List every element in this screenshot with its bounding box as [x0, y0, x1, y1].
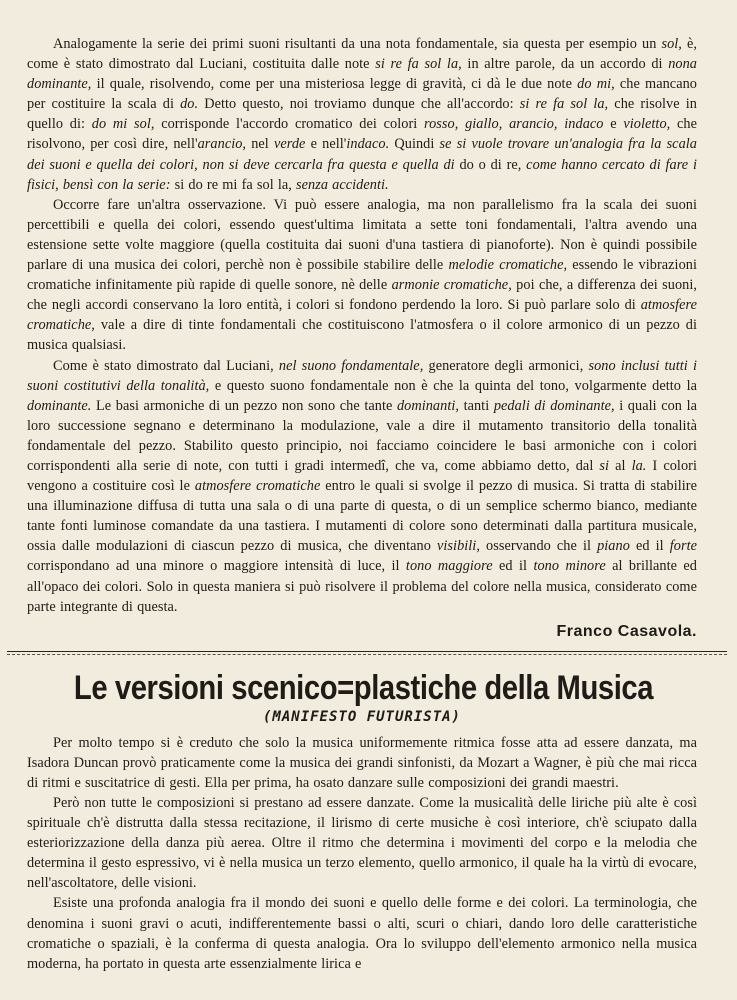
- italic-text: si re fa sol la,: [375, 56, 462, 73]
- text-run: al brillante ed all'opaco dei colori. Solo in questa maniera si può risolvere il problema del colore nella musica, considerato come parte integrante di questa.: [27, 558, 698, 615]
- text-run: entro le quali si svolge il pezzo di musica. Si tratta di stabilire una illuminazione diffusa di tutta una sala o di una parte di questa, o di un semplice schermo bianco, mediante tante fonti luminose comandate da una tastiera. I mutamenti di colore sono determinati dalla partitura musicale, ossia dalle modulazioni di ciascun pezzo di musica, che diventano: [27, 478, 697, 555]
- italic-text: se si vuole trovare un'analogia fra la scala dei suoni e quella dei colori, non si deve cercarla fra questa e quella di: [27, 136, 697, 173]
- italic-text: tono maggiore: [405, 558, 493, 575]
- italic-text: visibili,: [437, 538, 480, 555]
- text-run: al: [609, 457, 632, 474]
- text-run: che mancano per costituire la scala di: [27, 76, 697, 113]
- paragraph: [27, 356, 697, 617]
- paragraph: [27, 733, 697, 793]
- text-run: Occorre fare un'altra osservazione. Vi può essere analogia, ma non parallelismo fra la scala dei suoni percettibili e quella dei colori, essendo quest'ultima limitata a sette toni fondamentali, l'altra avendo una estensione sette volte maggiore (quella costituita dai suoni d'una tastiera di pianoforte). Non è quindi possibile parlare di una musica dei colori, perchè non è possibile stabilire delle: [27, 196, 697, 274]
- text-run: Per molto tempo si è creduto che solo la musica uniformemente ritmica fosse atta ad essere danzata, ma Isadora Duncan provò praticamente come la musica dei grandi sinfonisti, da Mozart a Wagner, è più che mai ricca di ritmi e suscitatrice di gesti. Ella per prima, ha osato danzare sulle composizioni dei grandi maestri.: [27, 734, 697, 791]
- section-divider: [7, 651, 727, 655]
- text-run: e: [603, 116, 624, 133]
- article-continuation: [27, 34, 697, 641]
- text-run: essendo le vibrazioni cromatiche infinitamente più rapide di quelle sonore, nè delle: [27, 257, 698, 294]
- text-run: osservando che il: [479, 538, 598, 555]
- text-run: e nell': [305, 136, 347, 153]
- italic-text: atmosfere cromatiche,: [27, 297, 697, 334]
- text-run: I colori vengono a costituire così le: [27, 457, 697, 495]
- text-run: si do re mi fa sol la,: [170, 176, 297, 193]
- text-run: che risolvono, per così dire, nell': [27, 116, 697, 153]
- italic-text: pedali di dominante,: [493, 397, 615, 414]
- text-run: Analogamente la serie dei primi suoni risultanti da una nota fondamentale, sia questa per esempio un: [53, 36, 662, 52]
- italic-text: come hanno cercato di fare i fisici, bensì con la serie:: [27, 156, 697, 193]
- italic-text: sol,: [661, 36, 682, 52]
- text-run: tanti: [459, 397, 494, 414]
- text-run: corrisponde l'accordo cromatico dei colori: [154, 116, 425, 133]
- italic-text: indaco.: [346, 136, 390, 153]
- text-run: Come è stato dimostrato dal Luciani,: [53, 357, 279, 374]
- text-run: e questo suono fondamentale non è che la quinta del tono, volgarmente detto la: [209, 377, 697, 394]
- text-run: i quali con la loro successione segnano e determinano la modulazione, vale a dire il mutamento transitorio della tonalità fondamentale del pezzo. Stabilito questo principio, noi facciamo coincidere le basi armoniche con i colori corrispondenti alla serie di note, con tutti i gradi intermedî, che va, come abbiamo detto, dal: [27, 397, 697, 474]
- italic-text: nel suono fondamentale,: [278, 357, 424, 374]
- text-run: Detto questo, noi troviamo dunque che all'accordo:: [198, 96, 520, 113]
- text-run: Esiste una profonda analogia fra il mondo dei suoni e quello delle forme e dei colori. La terminologia, che denomina i suoni gravi o acuti, indifferentemente bassi o alti, scuri o chiari, dando loro delle caratteristiche cromatiche o spaziali, è la conferma di questa analogia. Ora lo sviluppo dell'elemento armonico nella musica moderna, ha portato in questa arte essenzialmente lirica e: [27, 895, 697, 972]
- text-run: Però non tutte le composizioni si prestano ad essere danzate. Come la musicalità delle liriche più alte è così spirituale ch'è distrutta dalla stessa recitazione, il lirismo di certe musiche è così interiore, ch'è sciupato dalla esteriorizzazione della danza più aerea. Oltre il ritmo che determina i movimenti del corpo e la melodia che determina il gesto espressivo, vi è nella musica un terzo elemento, quello armonico, il quale ha la virtù di evocare, nell'ascoltatore, delle visioni.: [27, 795, 697, 892]
- text-run: che risolve in quello di:: [27, 96, 697, 133]
- italic-text: rosso, giallo, arancio, indaco: [424, 116, 604, 133]
- italic-text: forte: [669, 538, 697, 555]
- italic-text: senza accidenti.: [296, 176, 389, 193]
- text-run: corrispondano ad una minore o maggiore intensità di luce, il: [27, 558, 406, 575]
- italic-text: piano: [597, 538, 630, 555]
- text-run: vale a dire di tinte fondamentali che costituiscono l'atmosfera o il colore armonico di un pezzo di musica qualsiasi.: [27, 317, 697, 354]
- text-run: il quale, risolvendo, come per una misteriosa legge di gravità, ci dà le due note: [91, 76, 578, 93]
- italic-text: do.: [180, 96, 199, 113]
- italic-text: melodie cromatiche,: [448, 257, 568, 274]
- paragraph: [27, 34, 697, 195]
- italic-text: violetto,: [623, 116, 671, 133]
- italic-text: armonie cromatiche,: [391, 277, 512, 294]
- paragraph: [27, 893, 697, 973]
- italic-text: si re fa sol la,: [519, 96, 609, 113]
- text-run: ed il: [629, 538, 670, 555]
- italic-text: atmosfere cromatiche: [194, 478, 321, 495]
- text-run: Le basi armoniche di un pezzo non sono che tante: [91, 397, 397, 414]
- italic-text: dominante.: [27, 397, 92, 414]
- text-run: in altre parole, da un accordo di: [461, 56, 669, 73]
- text-run: nel: [246, 136, 274, 153]
- text-run: generatore degli armonici,: [423, 357, 589, 374]
- italic-text: tono minore: [533, 558, 606, 575]
- italic-text: si: [599, 457, 610, 474]
- italic-text: dominanti,: [396, 397, 459, 414]
- italic-text: do mi,: [577, 76, 615, 93]
- text-run: do o di re,: [454, 156, 527, 173]
- italic-text: la.: [631, 457, 647, 474]
- text-run: poi che, a differenza dei suoni, che negli accordi conservano la loro entità, i colori si fondono perdendo la loro. Si può parlare solo di: [27, 277, 697, 314]
- italic-text: do mi sol,: [91, 116, 155, 133]
- italic-text: arancio,: [197, 136, 247, 153]
- article-subtitle: (MANIFESTO FUTURISTA): [262, 708, 461, 725]
- author-signature: Franco Casavola.: [556, 622, 697, 640]
- text-run: è, come è stato dimostrato dal Luciani, costituita dalle note: [27, 36, 697, 73]
- italic-text: verde: [273, 136, 306, 153]
- italic-text: sono inclusi tutti i suoni costitutivi della tonalità,: [27, 357, 697, 394]
- italic-text: nona dominante,: [27, 56, 697, 93]
- paragraph: [27, 195, 697, 356]
- text-run: ed il: [492, 558, 534, 575]
- article-manifesto: [27, 667, 697, 974]
- text-run: Quindi: [389, 136, 440, 153]
- paragraph: [27, 793, 697, 893]
- article-title: Le versioni scenico=plastiche della Musica: [73, 668, 654, 707]
